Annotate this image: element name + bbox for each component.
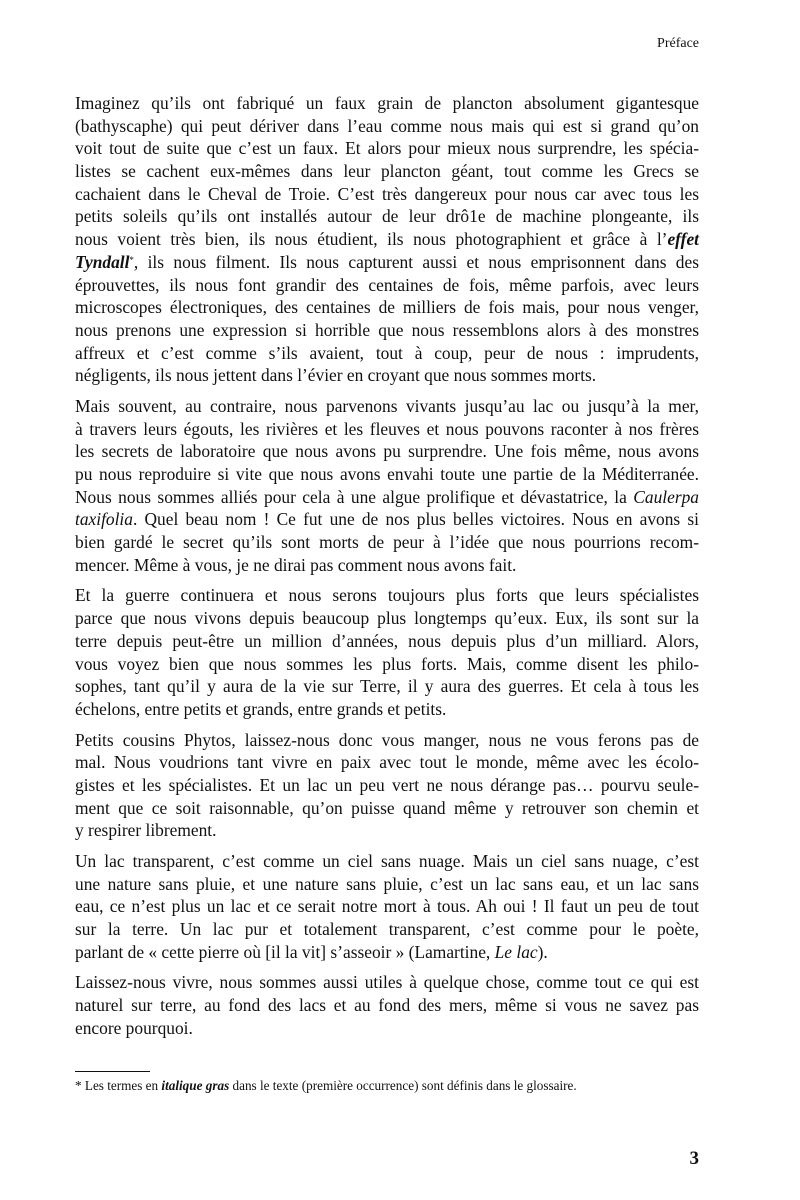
running-header: Préface (657, 36, 699, 51)
text-line: voit tout de suite que c’est un faux. Et alors pour mieux nous surprendre, les spécia- (75, 138, 699, 159)
text-line: nous prenons une expression si horrible que nous ressemblons alors à des monstres (75, 319, 699, 340)
text-line: à travers leurs égouts, les rivières et les fleuves et nous pouvons raconter à nos frères (75, 418, 699, 439)
text-line: gistes et les spécialistes. Et un lac un peu vert ne nous dérange pas… pourvu seule- (75, 774, 699, 795)
text-line: microscopes électroniques, des centaines de milliers de fois mais, pour nous venger, (75, 297, 699, 318)
text-line: échelons, entre petits et grands, entre grands et petits. (75, 698, 447, 719)
paragraph-5 (75, 850, 699, 963)
text-line: sur la terre. Un lac pur et totalement transparent, c’est comme pour le poète, (75, 919, 699, 940)
text-line: éprouvettes, ils nous font grandir des centaines de fois, même parfois, avec leurs (75, 274, 699, 295)
footnote: * Les termes en italique gras dans le texte (première occurrence) sont définis dans le glossaire. (75, 1078, 577, 1093)
text-line: négligents, ils nous jettent dans l’évier en croyant que nous sommes morts. (75, 365, 597, 386)
page-number: 3 (689, 1148, 699, 1169)
text-line: Et la guerre continuera et nous serons toujours plus forts que leurs spécialistes (75, 585, 699, 606)
paragraph-3 (75, 584, 699, 720)
footnote-emphasis: italique gras (161, 1078, 230, 1093)
text-line: ment que ce soit raisonnable, qu’on puisse quand même y retrouver son chemin et (75, 797, 699, 818)
footnote-rule (75, 1071, 150, 1072)
text-line: bien gardé le secret qu’ils sont morts de peur à l’idée que nous pourrions recom- (75, 532, 699, 553)
work-title: Le lac (494, 941, 538, 962)
text-line: une nature sans pluie, et une nature sans pluie, c’est un lac sans eau, et un lac sans (75, 873, 699, 894)
text-line: parce que nous vivons depuis beaucoup plus longtemps qu’eux. Eux, ils sont sur la (75, 608, 699, 629)
text-line: affreux et c’est comme s’ils avaient, tout à coup, peur de nous : imprudents, (75, 342, 699, 363)
text-line: cachaient dans le Cheval de Troie. C’est très dangereux pour nous car avec tous les (75, 183, 699, 204)
glossary-term: effet (667, 229, 699, 250)
text-line: (bathyscaphe) qui peut dériver dans l’eau comme nous mais qui est si grand qu’on (75, 115, 699, 136)
text-line: Petits cousins Phytos, laissez-nous donc vous manger, nous ne vous ferons pas de (75, 729, 699, 750)
species-name: Caulerpa (633, 486, 699, 507)
text-line: Imaginez qu’ils ont fabriqué un faux grain de plancton absolument gigantesque (75, 93, 699, 113)
glossary-term: Tyndall (75, 251, 130, 272)
text-line: Nous nous sommes alliés pour cela à une algue prolifique et dévastatrice, la Caulerpa (75, 486, 699, 507)
paragraph-6 (75, 971, 699, 1039)
text-line: Un lac transparent, c’est comme un ciel sans nuage. Mais un ciel sans nuage, c’est (75, 851, 699, 871)
footnote-marker: * (75, 1078, 82, 1093)
text-line: Mais souvent, au contraire, nous parvenons vivants jusqu’au lac ou jusqu’à la mer, (75, 395, 699, 416)
paragraph-1 (75, 92, 699, 387)
text-line: naturel sur terre, au fond des lacs et au fond des mers, même si vous ne savez pas (75, 995, 699, 1016)
text-line: mencer. Même à vous, je ne dirai pas comment nous avons fait. (75, 554, 517, 575)
text-line: y respirer librement. (75, 820, 217, 841)
text-line: mal. Nous voudrions tant vivre en paix avec tout le monde, même avec les écolo- (75, 752, 699, 773)
text-line: eau, ce n’est plus un lac et ce serait notre mort à tous. Ah oui ! Il faut un peu de tout (75, 896, 699, 917)
text-line: vous voyez bien que nous sommes les plus forts. Mais, comme disent les philo- (75, 653, 699, 674)
text-line: pu nous reproduire si vite que nous avons envahi toute une partie de la Méditerranée. (75, 464, 699, 484)
text-line: nous voient très bien, ils nous étudient, ils nous photographient et grâce à l’effet (75, 229, 699, 250)
text-line: terre depuis peut-être un million d’années, nous depuis plus d’un milliard. Alors, (75, 630, 699, 651)
paragraph-2 (75, 395, 699, 577)
text-line: Tyndall*, ils nous filment. Ils nous capturent aussi et nous emprisonnent dans des (75, 251, 699, 272)
text-line: listes se cachent eux-mêmes dans leur plancton géant, tout comme les Grecs se (75, 161, 699, 182)
species-name: taxifolia (75, 509, 133, 530)
paragraph-4 (75, 729, 699, 842)
text-line: taxifolia. Quel beau nom ! Ce fut une de nos plus belles victoires. Nous en avons si (75, 509, 699, 530)
text-line: parlant de « cette pierre où [il la vit] s’asseoir » (Lamartine, Le lac). (75, 941, 548, 962)
body-text (75, 92, 699, 1048)
text-line: petits soleils qu’ils ont installés autour de leur drô1e de machine plongeante, ils (75, 206, 699, 227)
text-line: les secrets de laboratoire que nous avons pu surprendre. Une fois même, nous avons (75, 441, 699, 462)
footnote-marker: * (129, 254, 134, 265)
text-line: Laissez-nous vivre, nous sommes aussi utiles à quelque chose, comme tout ce qui est (75, 972, 699, 993)
text-line: sophes, tant qu’il y aura de la vie sur Terre, il y aura des guerres. Et cela à tous les (75, 676, 699, 697)
text-line: encore pourquoi. (75, 1017, 193, 1038)
